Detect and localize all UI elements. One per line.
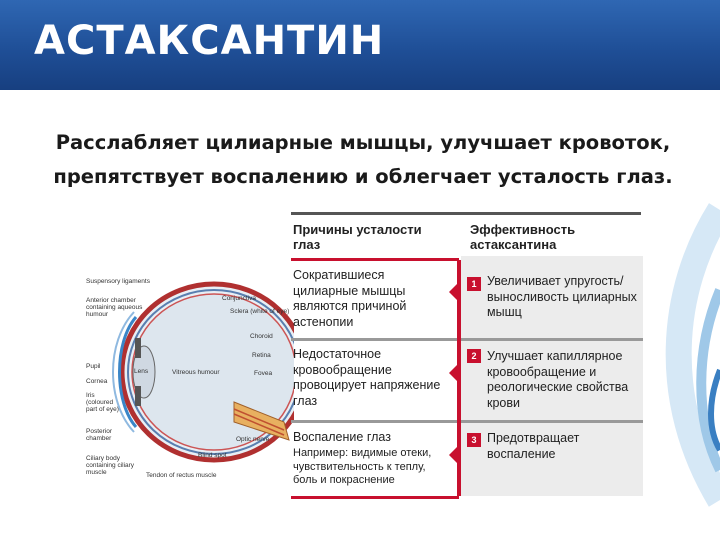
label-anterior-chamber-1: Anterior chamber [86,297,136,304]
subtitle-line-1: Расслабляет цилиарные мышцы, улучшает кровоток, [55,131,671,154]
table-header-effectiveness: Эффективность астаксантина [470,222,576,252]
label-optic-nerve: Optic nerve [236,436,270,443]
cause-1: Сократившиеся цилиарные мышцы являются причиной астенопии [293,268,407,329]
label-lens: Lens [134,368,149,375]
cause-2: Недостаточное кровообращение провоцирует напряжение глаз [293,347,441,408]
label-iris-3: part of eye) [86,406,119,413]
label-cornea: Cornea [86,378,108,385]
label-vitreous-humour: Vitreous humour [172,369,220,376]
subtitle-line-2: препятствует воспалению и облегчает усталость глаз. [53,165,673,188]
label-conjunctiva: Conjunctiva [222,295,256,302]
label-ciliary-body-3: muscle [86,469,107,476]
table-header-causes: Причины усталости глаз [293,222,422,252]
label-anterior-chamber-2: containing aqueous [86,304,143,311]
label-sclera: Sclera (white of eye) [230,308,290,315]
row-divider-left-1 [291,258,459,261]
label-iris-2: (coloured [86,399,114,406]
label-anterior-chamber-3: humour [86,311,109,318]
cause-3-detail: Например: видимые отеки, чувствительность к теплу, боль и покраснение [293,447,432,486]
label-choroid: Choroid [250,333,273,340]
row-divider-right-1 [461,338,643,341]
row-divider-right-2 [461,420,643,423]
row-divider-left-3 [291,420,459,423]
number-badge-3: 3 [467,433,481,447]
label-fovea: Fovea [254,370,273,377]
row-divider-left-4 [291,496,459,499]
label-retina: Retina [252,352,271,359]
label-posterior-chamber-2: chamber [86,435,112,442]
label-suspensory-ligaments: Suspensory ligaments [86,278,150,285]
effect-2: Улучшает капиллярное кровообращение и реологические свойства крови [487,349,629,410]
row-divider-left-2 [291,338,459,341]
slide-subtitle [18,126,708,194]
number-badge-2: 2 [467,349,481,363]
label-ciliary-body-2: containing ciliary [86,462,135,469]
label-blind-spot: Blind spot [198,452,227,459]
label-posterior-chamber-1: Posterior [86,428,113,435]
cause-3: Воспаление глаз [293,430,391,444]
label-iris-1: Iris [86,392,95,399]
effect-1: Увеличивает упругость/выносливость цилиарных мышц [487,274,637,319]
decorative-swirl [650,170,720,540]
table-top-rule [291,212,641,215]
slide-title: АСТАКСАНТИН [34,18,385,64]
label-pupil: Pupil [86,363,101,370]
label-ciliary-body-1: Ciliary body [86,455,120,462]
label-tendon-rectus-muscle: Tendon of rectus muscle [146,472,217,479]
effect-3: Предотвращает воспаление [487,431,580,461]
number-badge-1: 1 [467,277,481,291]
